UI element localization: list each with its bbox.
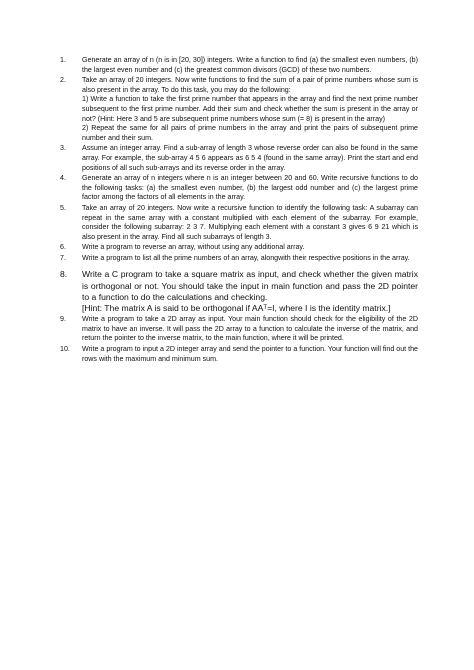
question-text [82,254,418,264]
question-number: 10. [60,345,70,354]
question-number: 4. [60,174,66,183]
question-text [82,204,418,242]
question-item [60,144,418,173]
question-text [82,76,418,143]
question-item [60,269,418,314]
question-number: 1. [60,56,66,64]
question-paragraph: Assume an integer array. Find a sub-array of length 3 whose reverse order can also be found in the same array. For example, the sub-array 4 5 6 appears as 6 5 4 (found in the same array). Print the start and end positions of all such sub-arrays and its reverse order in the array. [82,144,418,172]
question-number: 2. [60,76,66,85]
question-paragraph: Take an array of 20 integers. Now write functions to find the sum of a pair of prime numbers whose sum is also present in the array. To do this task, you may do the following: [82,76,418,94]
question-number: 8. [60,269,68,280]
question-number: 9. [60,315,66,324]
question-paragraph: Write a program to reverse an array, without using any additional array. [82,243,305,252]
question-paragraph: Generate an array of n (n is in [20, 30]) integers. Write a function to find (a) the smallest even numbers, (b) the largest even number and (c) the greatest common divisors (GCD) of these two numbers. [82,56,418,74]
question-number: 5. [60,203,66,212]
question-number: 6. [60,243,66,252]
question-paragraph: Write a C program to take a square matrix as input, and check whether the given matrix is orthogonal or not. You should take the input in main function and pass the 2D pointer to a function to do the calculations and checking. [82,269,418,302]
question-number: 7. [60,253,66,262]
question-item [60,243,418,253]
question-text [82,315,418,344]
question-text [82,269,418,314]
question-text [82,56,418,75]
question-paragraph: Take an array of 20 integers. Now write a recursive function to identify the following task: A subarray can repeat in the same array with a constant multiplied with each element of the subarray. For example, consider the following subarray: 2 3 7. Multiplying each element with a constant 3 gives 6 9 21 which is also present in the array. Find all such subarrays of length 3. [82,203,418,241]
question-list [60,56,418,364]
question-paragraph: Write a program to list all the prime numbers of an array, alongwith their respective positions in the array. [82,253,410,262]
question-text [82,345,418,364]
question-hint: [Hint: The matrix A is said to be orthogonal if AAᵀ=I, where I is the identity matrix.] [82,303,391,314]
question-item [60,254,418,264]
question-paragraph: 2) Repeat the same for all pairs of prime numbers in the array and print the pairs of subsequent prime number and their sum. [82,124,418,142]
question-text [82,144,418,173]
question-paragraph: Write a program to input a 2D integer array and send the pointer to a function. Your function will find out the rows with the maximum and minimum sum. [82,345,418,363]
question-paragraph: Generate an array of n integers where n is an integer between 20 and 60. Write recursive functions to do the following tasks: (a) the smallest even number, (b) the largest odd number and (c) the largest prime factor among the factors of all elements in the array. [82,174,418,202]
question-item [60,315,418,344]
question-item [60,204,418,242]
question-item [60,56,418,75]
question-item [60,76,418,143]
question-text [82,243,418,253]
question-paragraph: Write a program to take a 2D array as input. Your main function should check for the eligibility of the 2D matrix to have an inverse. It will pass the 2D array to a function to calculate the inverse of the matrix, and return the pointer to the inverse matrix, to the main function, where it will be printed. [82,315,418,343]
question-number: 3. [60,144,66,153]
question-text [82,174,418,203]
question-item [60,174,418,203]
question-paragraph: 1) Write a function to take the first prime number that appears in the array and find the next prime number subsequent to the first prime number. Add their sum and check whether the sum is present in the array or not? (Hint: Here 3 and 5 are subsequent prime numbers whose sum (= 8) is present in the array) [82,95,418,123]
question-item [60,345,418,364]
